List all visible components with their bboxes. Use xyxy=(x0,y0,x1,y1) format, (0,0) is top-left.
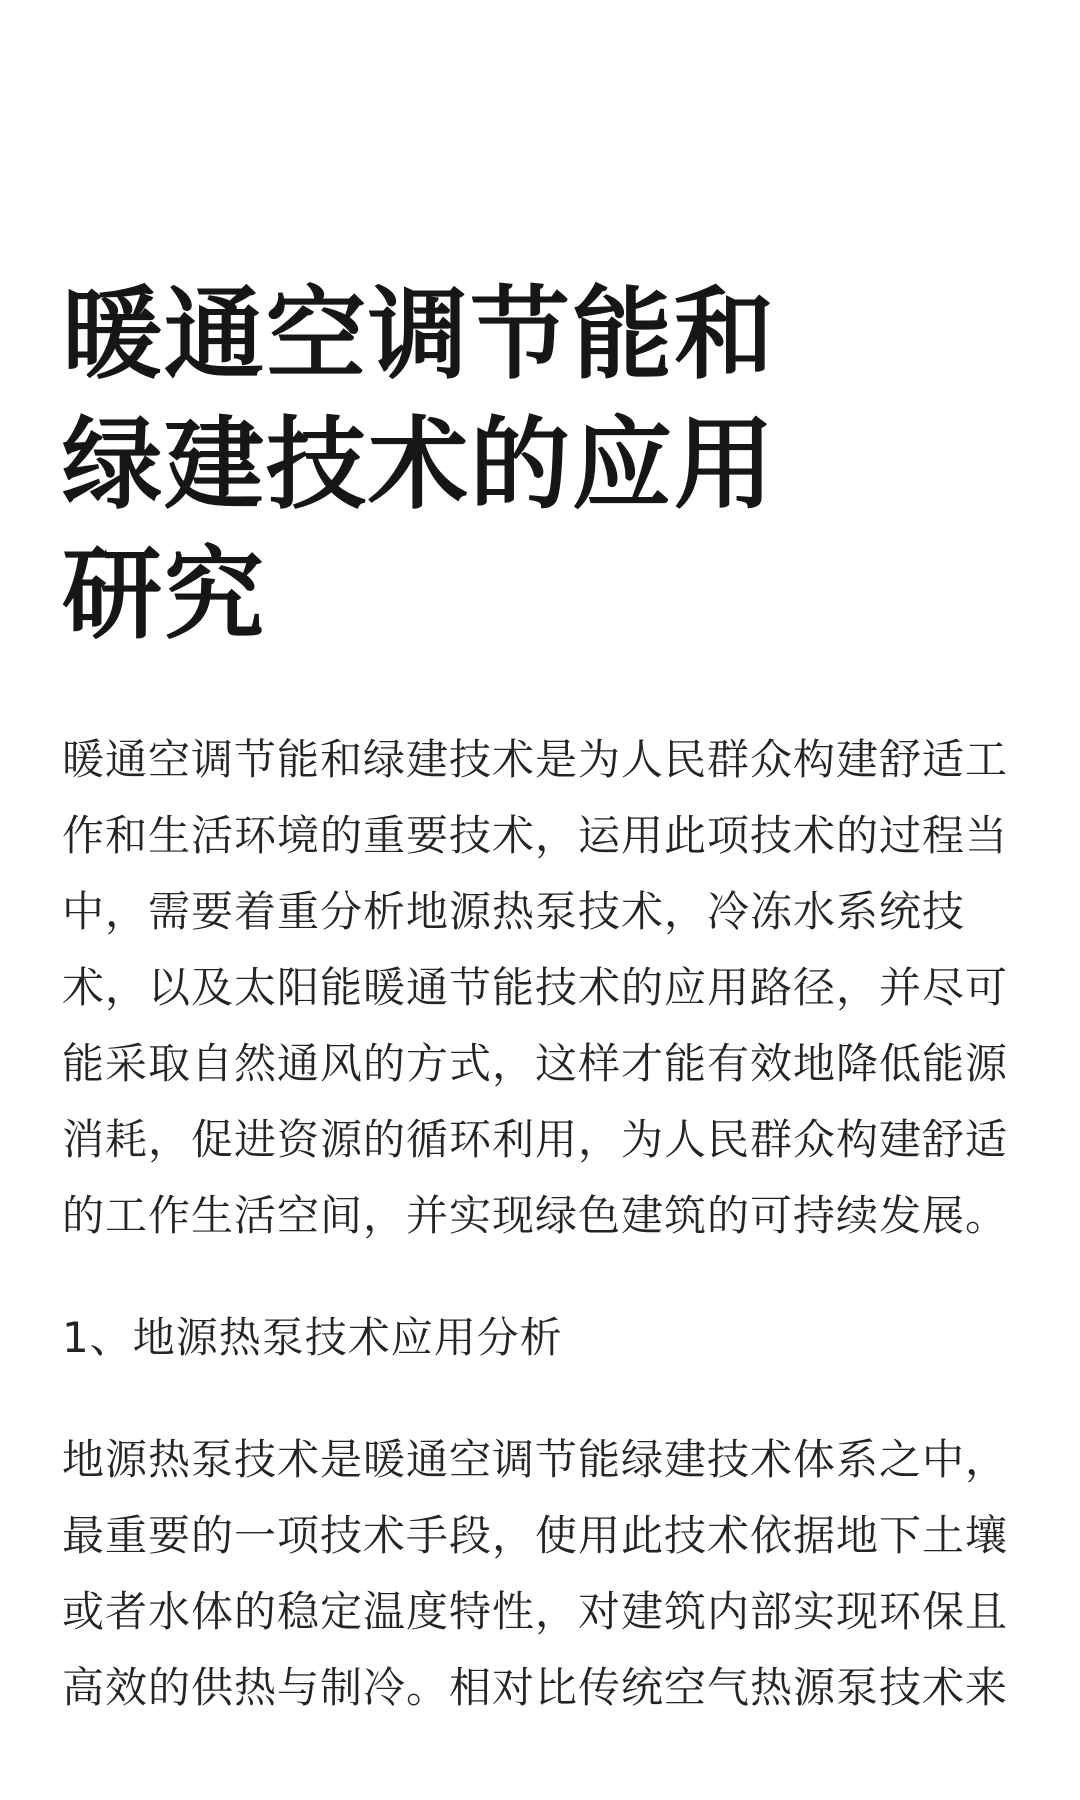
intro-paragraph xyxy=(62,722,1018,1254)
section-1-line-2: 最重要的一项技术手段，使用此技术依据地下土壤 xyxy=(62,1511,1009,1560)
section-1-paragraph xyxy=(62,1422,1018,1726)
section-1-line-3: 或者水体的稳定温度特性，对建筑内部实现环保且 xyxy=(62,1587,1009,1636)
intro-line-3: 中，需要着重分析地源热泵技术，冷冻水系统技 xyxy=(62,887,966,936)
article-title xyxy=(62,270,822,660)
section-1-line-1: 地源热泵技术是暖通空调节能绿建技术体系之中， xyxy=(62,1435,1009,1484)
article-title-line-1: 暖通空调节能和 xyxy=(62,276,776,393)
intro-line-7: 的工作生活空间，并实现绿色建筑的可持续发展。 xyxy=(62,1191,1009,1240)
section-1-line-4: 高效的供热与制冷。相对比传统空气热源泵技术来 xyxy=(62,1663,1009,1712)
intro-line-5: 能采取自然通风的方式，这样才能有效地降低能源 xyxy=(62,1039,1009,1088)
intro-line-2: 作和生活环境的重要技术，运用此项技术的过程当 xyxy=(62,811,1009,860)
section-1-heading: 1、地源热泵技术应用分析 xyxy=(62,1313,563,1362)
intro-line-6: 消耗，促进资源的循环利用，为人民群众构建舒适 xyxy=(62,1115,1009,1164)
article-title-line-2: 绿建技术的应用 xyxy=(62,406,776,523)
intro-line-4: 术，以及太阳能暖通节能技术的应用路径，并尽可 xyxy=(62,963,1009,1012)
article-title-line-3: 研究 xyxy=(62,536,266,653)
intro-line-1: 暖通空调节能和绿建技术是为人民群众构建舒适工 xyxy=(62,735,1009,784)
